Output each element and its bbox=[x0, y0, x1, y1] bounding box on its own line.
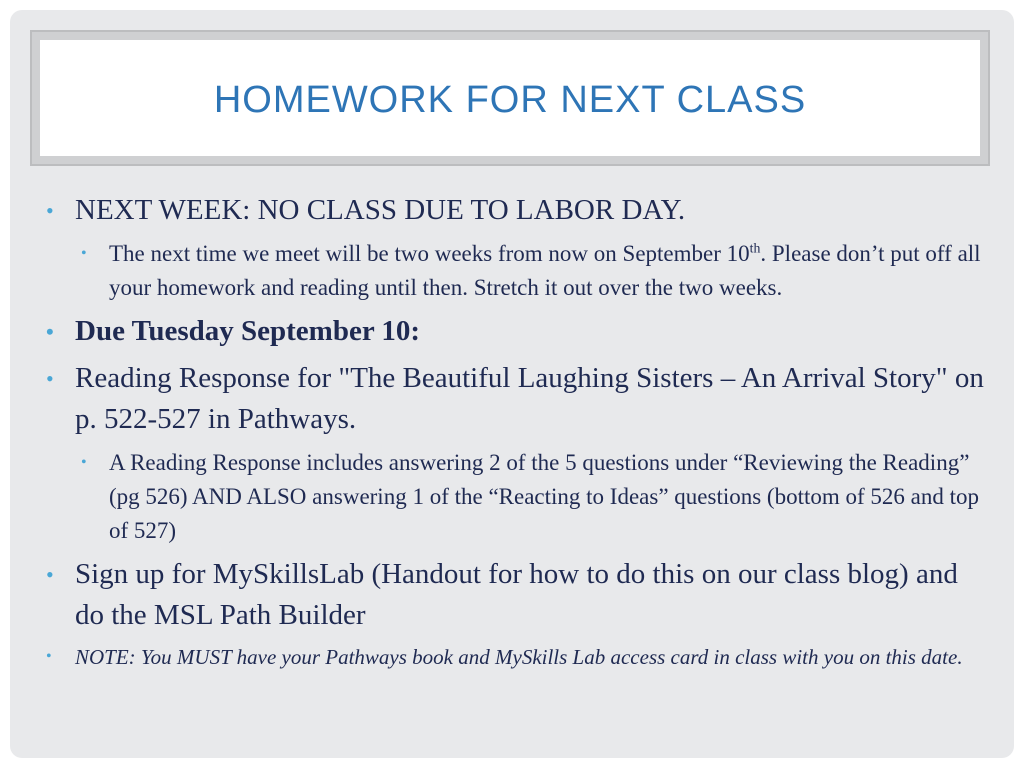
superscript: th bbox=[749, 240, 761, 256]
slide-title: HOMEWORK FOR NEXT CLASS bbox=[213, 78, 807, 121]
bullet-text: Reading Response for "The Beautiful Laughing Sisters – An Arrival Story" on p. 522-527 in Pathways. bbox=[75, 362, 984, 435]
slide-content bbox=[46, 190, 986, 672]
bullet-text: A Reading Response includes answering 2 of the 5 questions under “Reviewing the Reading” (pg 526) AND ALSO answering 1 of the “Reacting to Ideas” questions (bottom of 526 and top of 527) bbox=[109, 450, 980, 543]
bullet-icon: • bbox=[81, 454, 87, 471]
bullet-text: Sign up for MySkillsLab (Handout for how to do this on our class blog) and do the MSL Path Builder bbox=[75, 558, 958, 631]
bullet-myskillslab bbox=[46, 554, 986, 636]
subbullet-reading-response-details bbox=[46, 446, 986, 548]
bullet-text-cont: . Please don’t put off all your homework and reading until then. Stretch it out over the two weeks. bbox=[109, 241, 981, 300]
subbullet-next-meeting bbox=[46, 237, 986, 305]
bullet-icon: • bbox=[81, 245, 87, 262]
bullet-icon: • bbox=[46, 198, 54, 223]
bullet-reading-response bbox=[46, 358, 986, 440]
bullet-note bbox=[46, 642, 986, 672]
slide bbox=[10, 10, 1014, 758]
bullet-icon: • bbox=[46, 562, 54, 587]
bullet-icon: • bbox=[46, 648, 52, 665]
bullet-icon: • bbox=[46, 366, 54, 391]
bullet-text: The next time we meet will be two weeks from now on September 10 bbox=[109, 241, 750, 266]
bullet-icon: • bbox=[46, 319, 54, 344]
bullet-text: Due Tuesday September 10: bbox=[75, 315, 421, 347]
bullet-next-week bbox=[46, 190, 986, 231]
title-frame bbox=[30, 30, 990, 166]
bullet-text: NEXT WEEK: NO CLASS DUE TO LABOR DAY. bbox=[75, 194, 686, 226]
bullet-due-date bbox=[46, 311, 986, 352]
title-box bbox=[40, 40, 980, 156]
bullet-text: NOTE: You MUST have your Pathways book and MySkills Lab access card in class with you on this date. bbox=[75, 645, 963, 669]
